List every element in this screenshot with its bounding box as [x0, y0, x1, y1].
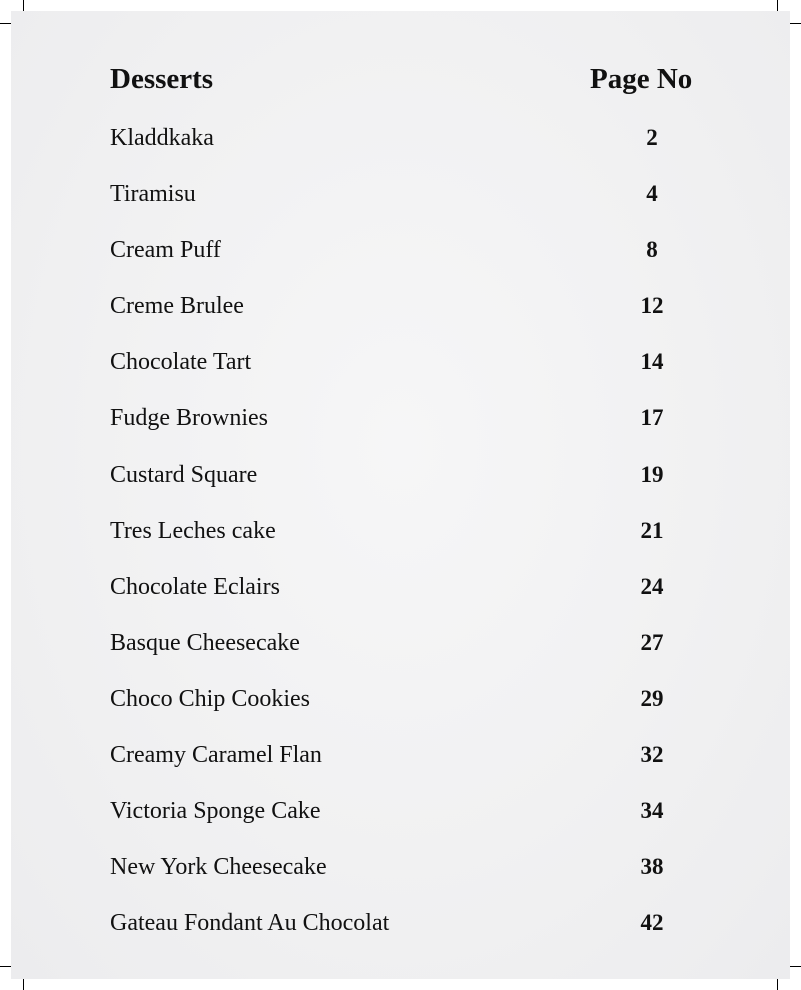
- toc-entry: [110, 456, 770, 512]
- section-title: Desserts: [110, 63, 214, 95]
- page-number: 8: [646, 237, 658, 263]
- dessert-name: Basque Cheesecake: [110, 629, 300, 656]
- crop-mark-bottom-left-h: [0, 966, 11, 967]
- toc-entry: [110, 512, 770, 568]
- toc-entry: [110, 343, 770, 399]
- page-number: 17: [640, 405, 664, 431]
- page-number: 21: [640, 517, 664, 543]
- page-number-column-header: Page No: [590, 63, 693, 95]
- toc-entry: [110, 119, 770, 175]
- page-number: 12: [640, 293, 664, 319]
- dessert-name: Kladdkaka: [110, 125, 214, 151]
- toc-entry: [110, 848, 770, 904]
- dessert-name: Chocolate Tart: [110, 349, 252, 376]
- page-number: 24: [640, 573, 664, 599]
- dessert-name: Chocolate Eclairs: [110, 573, 280, 600]
- table-of-contents: [110, 119, 770, 960]
- toc-entry: [110, 231, 770, 287]
- dessert-name: Victoria Sponge Cake: [110, 798, 321, 825]
- toc-entry: [110, 904, 770, 960]
- toc-entry: [110, 287, 770, 343]
- toc-entry: [110, 399, 770, 455]
- page-number: 2: [646, 125, 658, 150]
- toc-entry: [110, 680, 770, 736]
- page-number: 42: [640, 910, 664, 936]
- toc-entry: [110, 736, 770, 792]
- table-of-contents-header: [110, 59, 770, 99]
- crop-mark-bottom-left-v: [23, 979, 24, 990]
- toc-entry: [110, 792, 770, 848]
- crop-mark-bottom-right-h: [790, 966, 801, 967]
- crop-mark-top-left-v: [23, 0, 24, 11]
- page-number: 27: [640, 629, 664, 655]
- dessert-name: Cream Puff: [110, 237, 221, 264]
- toc-entry: [110, 568, 770, 624]
- dessert-name: New York Cheesecake: [110, 854, 327, 881]
- crop-mark-top-left-h: [0, 23, 11, 24]
- dessert-name: Creme Brulee: [110, 293, 244, 320]
- page-number: 29: [640, 685, 664, 711]
- crop-mark-top-right-v: [777, 0, 778, 11]
- page-number: 38: [640, 854, 664, 880]
- page-number: 32: [640, 742, 664, 768]
- dessert-name: Fudge Brownies: [110, 405, 268, 432]
- dessert-name: Custard Square: [110, 461, 258, 488]
- dessert-name: Tres Leches cake: [110, 517, 276, 544]
- page-number: 34: [640, 798, 664, 824]
- page-number: 4: [646, 181, 658, 207]
- page-number: 14: [640, 349, 664, 375]
- dessert-name: Gateau Fondant Au Chocolat: [110, 910, 390, 937]
- crop-mark-top-right-h: [790, 23, 801, 24]
- dessert-name: Creamy Caramel Flan: [110, 742, 322, 769]
- document-page: [11, 11, 790, 979]
- page-number: 19: [640, 461, 664, 487]
- toc-entry: [110, 624, 770, 680]
- toc-entry: [110, 175, 770, 231]
- dessert-name: Tiramisu: [110, 181, 196, 208]
- dessert-name: Choco Chip Cookies: [110, 685, 311, 712]
- crop-mark-bottom-right-v: [777, 979, 778, 990]
